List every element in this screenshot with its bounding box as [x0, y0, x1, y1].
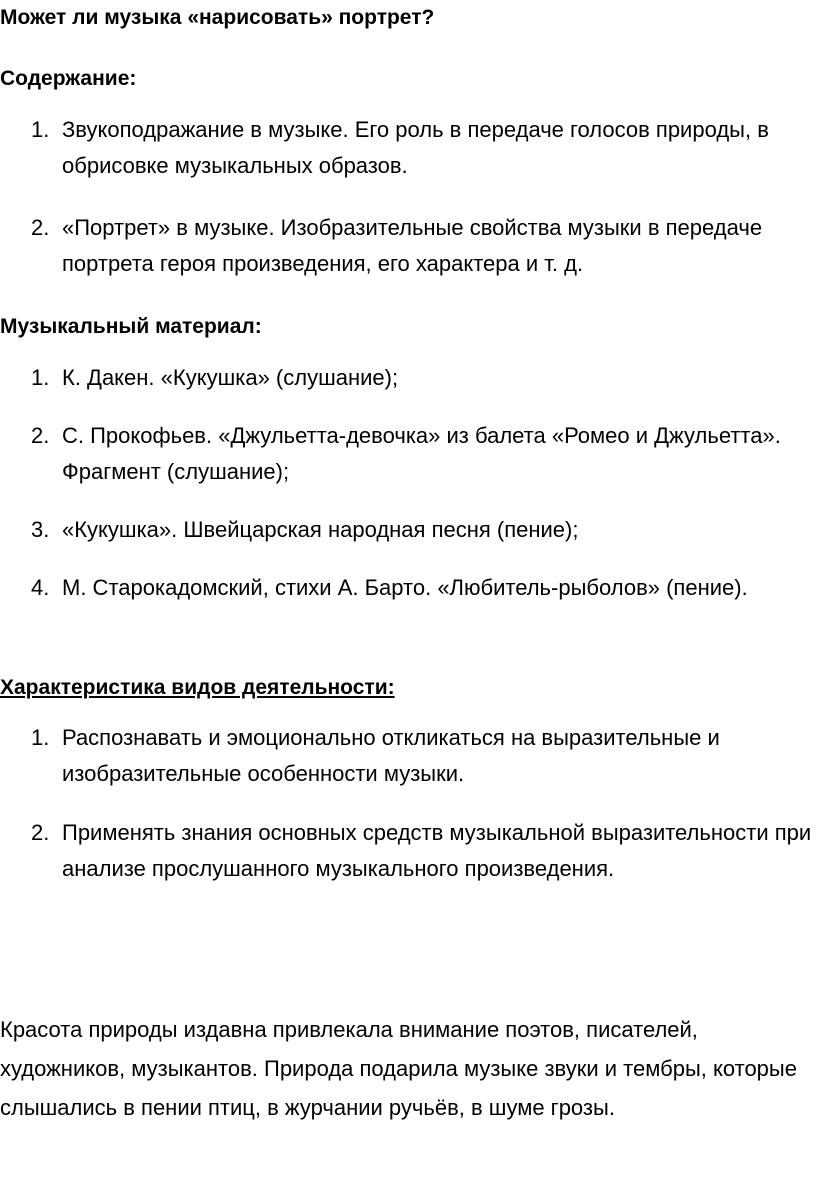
contents-list — [0, 112, 816, 282]
list-item — [0, 210, 816, 282]
list-item-number: 1. — [31, 117, 50, 142]
list-item — [0, 360, 816, 396]
list-item-number: 2. — [31, 820, 50, 845]
list-item — [0, 570, 816, 606]
list-item-text: «Кукушка». Швейцарская народная песня (пение); — [62, 517, 579, 542]
list-item-number: 4. — [31, 575, 50, 600]
list-item-number: 1. — [31, 725, 50, 750]
list-item-number: 2. — [31, 423, 50, 448]
list-item — [0, 112, 816, 184]
list-item-text: «Портрет» в музыке. Изобразительные свойства музыки в передаче портрета героя произведения, его характера и т. д. — [62, 215, 763, 276]
activity-heading — [0, 676, 395, 700]
activity-heading-text: Характеристика видов деятельности: — [0, 676, 395, 699]
material-heading: Музыкальный материал: — [0, 315, 262, 338]
list-item-number: 3. — [31, 517, 50, 542]
list-item — [0, 720, 816, 792]
material-list — [0, 360, 816, 606]
activity-list — [0, 720, 816, 887]
list-item-text: К. Дакен. «Кукушка» (слушание); — [62, 365, 399, 390]
list-item — [0, 418, 816, 490]
list-item-number: 1. — [31, 365, 50, 390]
list-item-text: Применять знания основных средств музыкальной выразительности при анализе прослушанного музыкального произведения. — [62, 820, 812, 881]
list-item-text: Звукоподражание в музыке. Его роль в передаче голосов природы, в обрисовке музыкальных образов. — [62, 117, 769, 178]
list-item — [0, 512, 816, 548]
list-item-text: М. Старокадомский, стихи А. Барто. «Любитель-рыболов» (пение). — [62, 575, 748, 600]
list-item-text: С. Прокофьев. «Джульетта-девочка» из балета «Ромео и Джульетта». Фрагмент (слушание); — [62, 423, 781, 484]
document-title: Может ли музыка «нарисовать» портрет? — [0, 6, 435, 29]
list-item-text: Распознавать и эмоционально откликаться на выразительные и изобразительные особенности музыки. — [62, 725, 720, 786]
list-item-number: 2. — [31, 215, 50, 240]
body-paragraph: Красота природы издавна привлекала внимание поэтов, писателей, художников, музыкантов. Природа подарила музыке звуки и тембры, которые слышались в пении птиц, в журчании ручьёв, в шуме грозы. — [0, 1017, 797, 1120]
list-item — [0, 815, 816, 887]
contents-heading: Содержание: — [0, 67, 137, 90]
